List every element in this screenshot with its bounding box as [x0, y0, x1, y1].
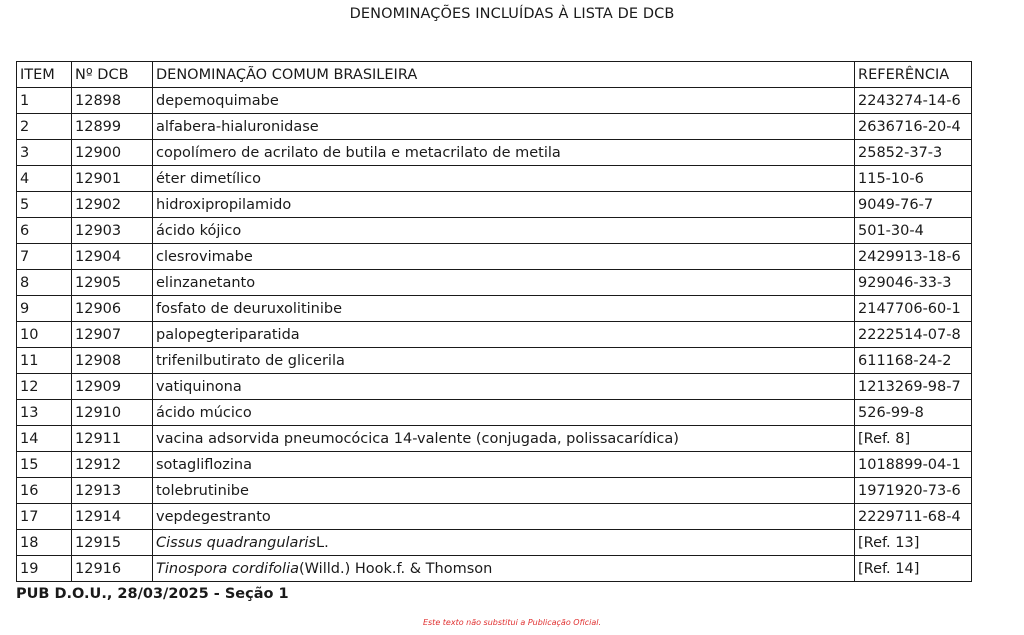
table-row: [17, 114, 972, 140]
cell-reference: 2636716-20-4: [855, 114, 972, 140]
cell-denomination: ácido kójico: [153, 218, 855, 244]
cell-dcb-number: 12915: [72, 530, 153, 556]
table-header-row: [17, 62, 972, 88]
cell-item: 10: [17, 322, 72, 348]
cell-denomination: [153, 530, 855, 556]
table-row: [17, 296, 972, 322]
cell-dcb-number: 12909: [72, 374, 153, 400]
cell-dcb-number: 12906: [72, 296, 153, 322]
table-row: [17, 192, 972, 218]
table-row: [17, 218, 972, 244]
cell-item: 16: [17, 478, 72, 504]
table-row: [17, 426, 972, 452]
header-denomination: DENOMINAÇÃO COMUM BRASILEIRA: [153, 62, 855, 88]
cell-denomination: copolímero de acrilato de butila e metacrilato de metila: [153, 140, 855, 166]
cell-reference: 2229711-68-4: [855, 504, 972, 530]
cell-reference: 115-10-6: [855, 166, 972, 192]
cell-dcb-number: 12908: [72, 348, 153, 374]
cell-item: 8: [17, 270, 72, 296]
publication-info: PUB D.O.U., 28/03/2025 - Seção 1: [16, 586, 289, 602]
table-row: [17, 530, 972, 556]
cell-denomination: vepdegestranto: [153, 504, 855, 530]
cell-dcb-number: 12907: [72, 322, 153, 348]
cell-reference: 9049-76-7: [855, 192, 972, 218]
cell-dcb-number: 12901: [72, 166, 153, 192]
cell-dcb-number: 12904: [72, 244, 153, 270]
cell-denomination: clesrovimabe: [153, 244, 855, 270]
cell-reference: 526-99-8: [855, 400, 972, 426]
table-row: [17, 452, 972, 478]
cell-reference: [Ref. 14]: [855, 556, 972, 582]
author-citation: L.: [316, 534, 329, 551]
cell-denomination: vatiquinona: [153, 374, 855, 400]
scientific-name: Cissus quadrangularis: [156, 534, 316, 551]
dcb-table: [16, 61, 972, 582]
cell-reference: 1213269-98-7: [855, 374, 972, 400]
cell-reference: 2429913-18-6: [855, 244, 972, 270]
cell-item: 14: [17, 426, 72, 452]
cell-item: 19: [17, 556, 72, 582]
table-row: [17, 348, 972, 374]
cell-dcb-number: 12914: [72, 504, 153, 530]
cell-dcb-number: 12898: [72, 88, 153, 114]
table-row: [17, 166, 972, 192]
cell-reference: 1018899-04-1: [855, 452, 972, 478]
cell-reference: [Ref. 13]: [855, 530, 972, 556]
header-reference: REFERÊNCIA: [855, 62, 972, 88]
cell-item: 11: [17, 348, 72, 374]
cell-dcb-number: 12905: [72, 270, 153, 296]
cell-dcb-number: 12911: [72, 426, 153, 452]
cell-dcb-number: 12903: [72, 218, 153, 244]
table-row: [17, 244, 972, 270]
scientific-name: Tinospora cordifolia: [156, 560, 299, 577]
author-citation: (Willd.) Hook.f. & Thomson: [299, 560, 493, 577]
cell-item: 9: [17, 296, 72, 322]
table-row: [17, 140, 972, 166]
cell-reference: 1971920-73-6: [855, 478, 972, 504]
cell-denomination: tolebrutinibe: [153, 478, 855, 504]
cell-denomination: depemoquimabe: [153, 88, 855, 114]
cell-dcb-number: 12910: [72, 400, 153, 426]
cell-item: 4: [17, 166, 72, 192]
cell-reference: 611168-24-2: [855, 348, 972, 374]
cell-dcb-number: 12913: [72, 478, 153, 504]
cell-denomination: elinzanetanto: [153, 270, 855, 296]
cell-item: 13: [17, 400, 72, 426]
cell-dcb-number: 12900: [72, 140, 153, 166]
cell-reference: [Ref. 8]: [855, 426, 972, 452]
header-item: ITEM: [17, 62, 72, 88]
cell-denomination: fosfato de deuruxolitinibe: [153, 296, 855, 322]
disclaimer-note: Este texto não substitui a Publicação Oficial.: [422, 618, 602, 627]
cell-dcb-number: 12916: [72, 556, 153, 582]
cell-item: 7: [17, 244, 72, 270]
cell-denomination: hidroxipropilamido: [153, 192, 855, 218]
cell-denomination: [153, 556, 855, 582]
cell-reference: 2147706-60-1: [855, 296, 972, 322]
cell-denomination: palopegteriparatida: [153, 322, 855, 348]
cell-dcb-number: 12902: [72, 192, 153, 218]
table-row: [17, 556, 972, 582]
cell-reference: 2243274-14-6: [855, 88, 972, 114]
cell-item: 5: [17, 192, 72, 218]
cell-item: 18: [17, 530, 72, 556]
cell-item: 15: [17, 452, 72, 478]
cell-item: 2: [17, 114, 72, 140]
cell-reference: 25852-37-3: [855, 140, 972, 166]
cell-denomination: alfabera-hialuronidase: [153, 114, 855, 140]
table-row: [17, 400, 972, 426]
cell-denomination: sotagliflozina: [153, 452, 855, 478]
table-row: [17, 88, 972, 114]
cell-item: 12: [17, 374, 72, 400]
header-dcb-number: Nº DCB: [72, 62, 153, 88]
cell-denomination: trifenilbutirato de glicerila: [153, 348, 855, 374]
cell-denomination: vacina adsorvida pneumocócica 14-valente (conjugada, polissacarídica): [153, 426, 855, 452]
cell-reference: 501-30-4: [855, 218, 972, 244]
cell-denomination: ácido múcico: [153, 400, 855, 426]
table-row: [17, 270, 972, 296]
cell-reference: 929046-33-3: [855, 270, 972, 296]
cell-reference: 2222514-07-8: [855, 322, 972, 348]
table-row: [17, 374, 972, 400]
cell-item: 17: [17, 504, 72, 530]
cell-item: 3: [17, 140, 72, 166]
table-row: [17, 322, 972, 348]
cell-item: 6: [17, 218, 72, 244]
cell-dcb-number: 12912: [72, 452, 153, 478]
cell-denomination: éter dimetílico: [153, 166, 855, 192]
table-row: [17, 504, 972, 530]
cell-item: 1: [17, 88, 72, 114]
table-row: [17, 478, 972, 504]
page-title: DENOMINAÇÕES INCLUÍDAS À LISTA DE DCB: [349, 6, 675, 22]
cell-dcb-number: 12899: [72, 114, 153, 140]
